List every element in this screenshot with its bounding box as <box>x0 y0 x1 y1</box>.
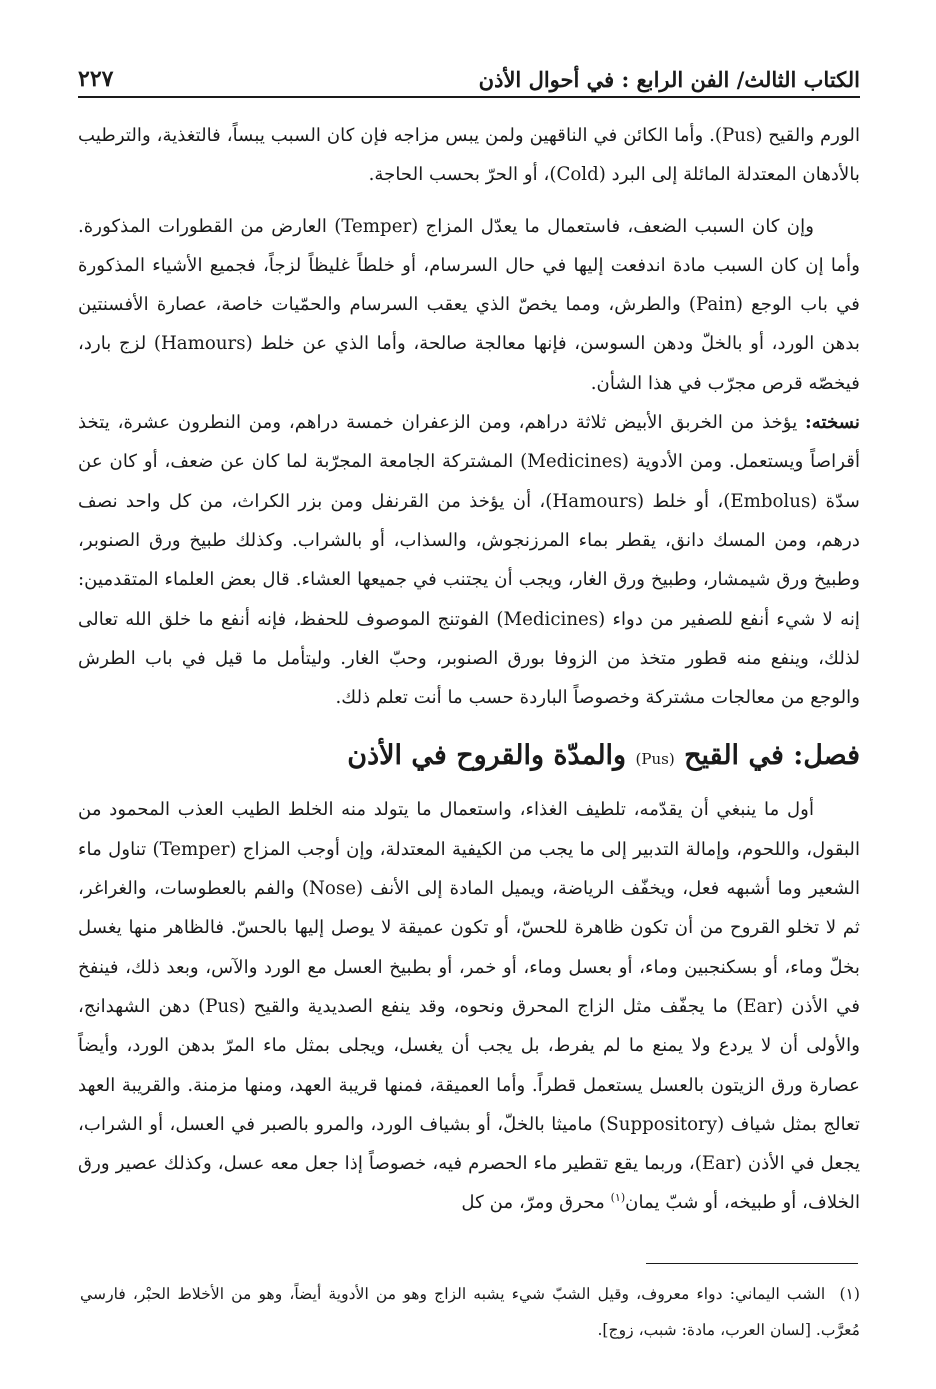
running-header <box>78 50 860 98</box>
footnote-text: الشب اليماني: دواء معروف، وقيل الشبّ شيء يشبه الزاج وهو من الأدوية أيضاً، وهو من الأخلاط الحبْر، فارسي مُعرَّب. [لسان العرب، مادة: شبب، زوج]. <box>80 1285 860 1339</box>
footnotes <box>80 1276 860 1348</box>
paragraph-4 <box>78 790 860 1222</box>
paragraph-3-text: يؤخذ من الخربق الأبيض ثلاثة دراهم، ومن الزعفران خمسة دراهم، ومن النطرون عشرة، يتخذ أقراصاً ويستعمل. ومن الأدوية (Medicines) المشتركة الجامعة المجرّبة لما كان عن ضعف، أو كان عن سدّة (Embolus)، أو خلط (Hamours)، أن يؤخذ من القرنفل ومن بزر الكراث، من كل واحد نصف درهم، ومن المسك دانق، يقطر بماء المرزنجوش، والسذاب، أو بالشراب. وكذلك طبيخ ورق الصنوبر، وطبيخ ورق شيمشار، وطبيخ ورق الغار، ويجب أن يجتنب في جميعها العشاء. قال بعض العلماء المتقدمين: إنه لا شيء أنفع للصفير من دواء (Medicines) الفوتنج الموصوف للحفظ، فإنه أنفع ما خلق الله تعالى لذلك، وينفع منه قطور متخذ من الزوفا بورق الصنوبر، وحبّ الغار. وليتأمل ما قيل في باب الطرش والوجع من معالجات مشتركة وخصوصاً الباردة حسب ما أنت تعلم ذلك. <box>78 412 861 709</box>
paragraph-2: وإن كان السبب الضعف، فاستعمال ما يعدّل المزاج (Temper) العارض من القطورات المذكورة. وأما إن كان السبب مادة اندفعت إليها في حال السرسام، أو خلطاً غليظاً لزجاً، فجميع الأشياء المذكورة في باب الوجع (Pain) والطرش، ومما يخصّ الذي يعقب السرسام والحمّيات خاصة، عصارة الأفسنتين بدهن الورد، أو بالخلّ ودهن السوسن، فإنها معالجة صالحة، وأما الذي عن خلط (Hamours) لزج بارد، فيخصّه قرص مجرّب في هذا الشأن. <box>78 215 860 394</box>
book-page <box>78 50 860 1223</box>
paragraph-3 <box>78 403 860 717</box>
paragraph-4-text: أول ما ينبغي أن يقدّمه، تلطيف الغذاء، واستعمال ما يتولد منه الخلط الطيب العذب المحمود من البقول، واللحوم، وإمالة التدبير إلى ما يجب من الكيفية المعتدلة، وإن أوجب المزاج (Temper) تناول ماء الشعير وما أشبهه فعل، ويخفّف الرياضة، ويميل المادة إلى الأنف (Nose) والفم بالعطوسات، والغراغر، ثم لا تخلو القروح من أن تكون ظاهرة للحسّ، أو تكون عميقة لا يوصل إليها بالحسّ. فالظاهر منها يغسل بخلّ وماء، أو بسكنجبين وماء، أو بعسل وماء، أو خمر، أو بطبيخ العسل مع الورد والآس، وبعد ذلك، فينفخ في الأذن (Ear) ما يجفّف مثل الزاج المحرق ونحوه، وقد ينفع الصديدية والقيح (Pus) دهن الشهدانج، والأولى أن لا يردع ولا يمنع ما لم يفرط، بل يجب أن يغسل، ويجلى بمثل ماء المرّ بدهن الورد، وأيضاً عصارة ورق الزيتون بالعسل يستعمل قطراً. وأما العميقة، فمنها قريبة العهد، ومنها مزمنة. والقريبة العهد تعالج بمثل شياف (Suppository) ماميثا بالخلّ، أو بشياف الورد، والمرو بالصبر في العسل، أو الشراب، يجعل في الأذن (Ear)، وربما يقع تقطير ماء الحصرم فيه، خصوصاً إذا جعل معه عسل، وكذلك عصير ورق الخلاف، أو طبيخه، أو شبّ يمان <box>78 799 861 1214</box>
paragraph-1: الورم والقيح (Pus). وأما الكائن في الناقهين ولمن يبس مزاجه فإن كان السبب يبساً، فالتغذية، والترطيب بالأدهان المعتدلة المائلة إلى البرد (Cold)، أو الحرّ بحسب الحاجة. <box>78 125 861 186</box>
footnote-divider <box>646 1263 858 1264</box>
paragraph-4-tail: محرق ومرّ، من كل <box>461 1192 611 1214</box>
footnote-1 <box>80 1276 860 1348</box>
footnote-number: (١) <box>839 1285 861 1303</box>
footnote-reference: (١) <box>610 1191 626 1205</box>
section-heading <box>78 731 860 784</box>
section-heading-part-1: فصل: في القيح <box>684 740 860 772</box>
main-text <box>78 116 860 1223</box>
section-heading-term: (Pus) <box>635 750 675 769</box>
page-number: ٢٢٧ <box>78 66 114 92</box>
running-header-title: الكتاب الثالث/ الفن الرابع : في أحوال الأذن <box>478 67 860 92</box>
recipe-label: نسخته: <box>805 412 860 434</box>
section-heading-part-2: والمدّة والقروح في الأذن <box>347 740 627 772</box>
